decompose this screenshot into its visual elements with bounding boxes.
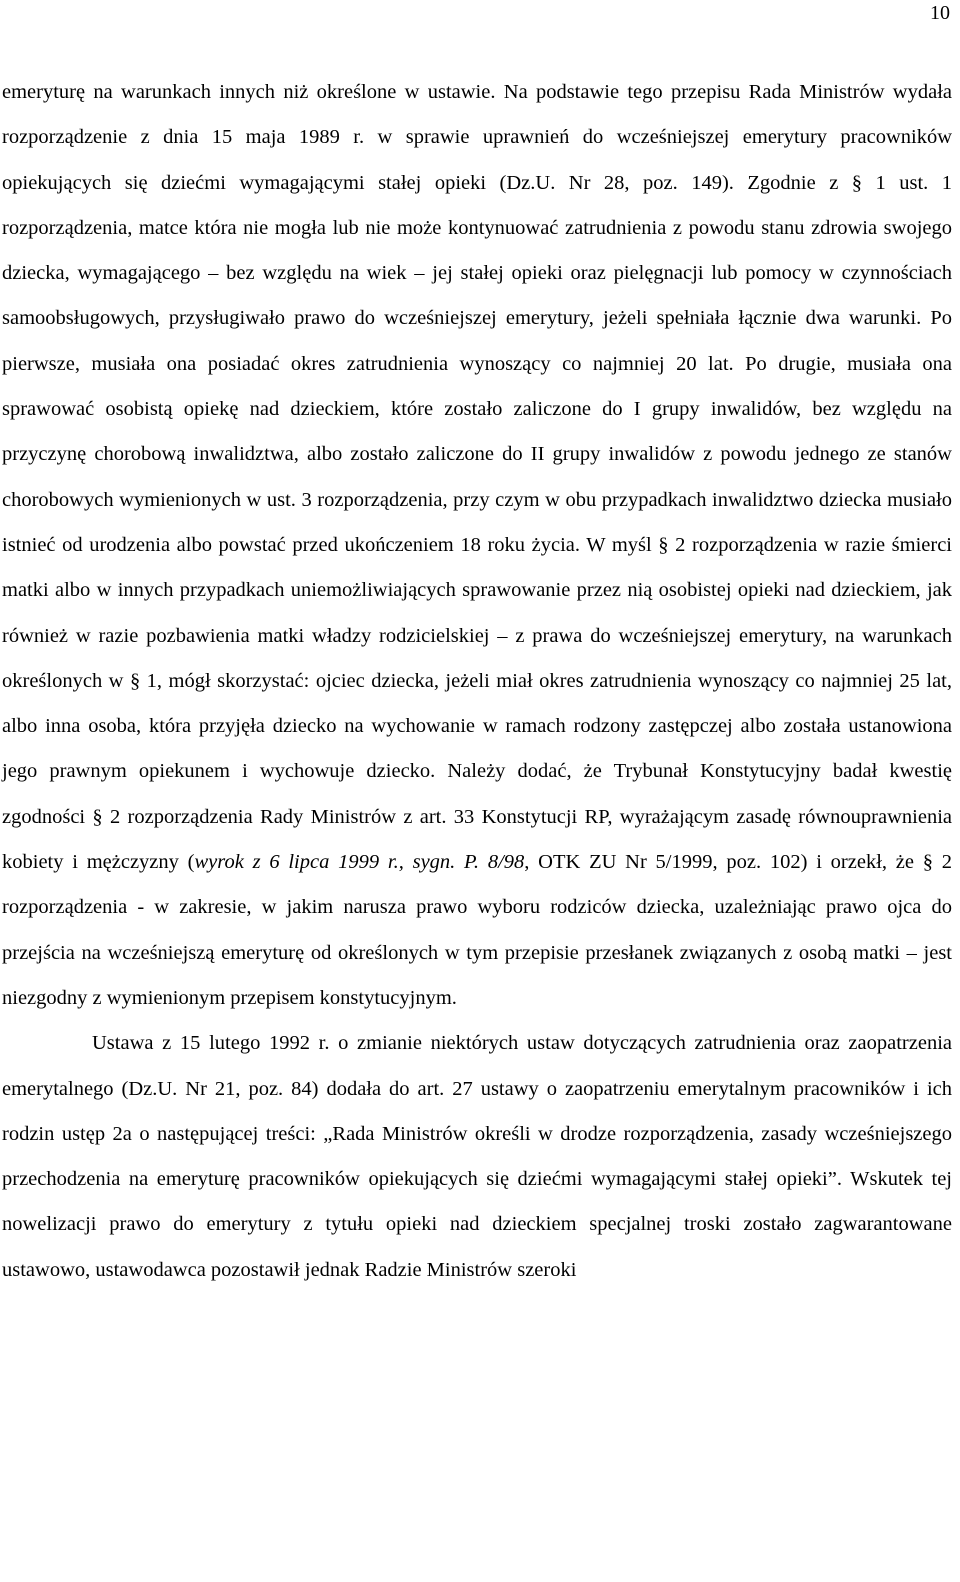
paragraph-1 (2, 70, 952, 1021)
court-ruling-citation: wyrok z 6 lipca 1999 r., sygn. P. 8/98 (194, 851, 525, 874)
page-number: 10 (930, 2, 950, 24)
body-text (2, 70, 952, 1293)
paragraph-2: Ustawa z 15 lutego 1992 r. o zmianie niektórych ustaw dotyczących zatrudnienia oraz zaopatrzenia emerytalnego (Dz.U. Nr 21, poz. 84) dodała do art. 27 ustawy o zaopatrzeniu emerytalnym pracowników i ich rodzin ustęp 2a o następującej treści: „Rada Ministrów określi w drodze rozporządzenia, zasady wcześniejszego przechodzenia na emeryturę pracowników opiekujących się dziećmi wymagającymi stałej opieki”. Wskutek tej nowelizacji prawo do emerytury z tytułu opieki nad dzieckiem specjalnej troski zostało zagwarantowane ustawowo, ustawodawca pozostawił jednak Radzie Ministrów szeroki (2, 1032, 952, 1281)
paragraph-1-text: emeryturę na warunkach innych niż określone w ustawie. Na podstawie tego przepisu Rada Ministrów wydała rozporządzenie z dnia 15 maja 1989 r. w sprawie uprawnień do wcześniejszej emerytury pracowników opiekujących się dziećmi wymagającymi stałej opieki (Dz.U. Nr 28, poz. 149). Zgodnie z § 1 ust. 1 rozporządzenia, matce która nie mogła lub nie może kontynuować zatrudnienia z powodu stanu zdrowia swojego dziecka, wymagającego – bez względu na wiek – jej stałej opieki oraz pielęgnacji lub pomocy w czynnościach samoobsługowych, przysługiwało prawo do wcześniejszej emerytury, jeżeli spełniała łącznie dwa warunki. Po pierwsze, musiała ona posiadać okres zatrudnienia wynoszący co najmniej 20 lat. Po drugie, musiała ona sprawować osobistą opiekę nad dzieckiem, które zostało zaliczone do I grupy inwalidów, bez względu na przyczynę chorobową inwalidztwa, albo zostało zaliczone do II grupy inwalidów z powodu jednego ze stanów chorobowych wymienionych w ust. 3 rozporządzenia, przy czym w obu przypadkach inwalidztwo dziecka musiało istnieć od urodzenia albo powstać przed ukończeniem 18 roku życia. W myśl § 2 rozporządzenia w razie śmierci matki albo w innych przypadkach uniemożliwiających sprawowanie przez nią osobistej opieki nad dzieckiem, jak również w razie pozbawienia matki władzy rodzicielskiej – z prawa do wcześniejszej emerytury, na warunkach określonych w § 1, mógł skorzystać: ojciec dziecka, jeżeli miał okres zatrudnienia wynoszący co najmniej 25 lat, albo inna osoba, która przyjęła dziecko na wychowanie w ramach rodzony zastępczej albo została ustanowiona jego prawnym opiekunem i wychowuje dziecko. Należy dodać, że Trybunał Konstytucyjny badał kwestię zgodności § 2 rozporządzenia Rady Ministrów z art. 33 Konstytucji RP, wyrażającym zasadę równouprawnienia kobiety i mężczyzny ( (2, 81, 952, 874)
paragraph-1-tail: , OTK ZU Nr 5/1999, poz. 102) i orzekł, że § 2 rozporządzenia - w zakresie, w jakim narusza prawo wyboru rodziców dziecka, uzależniając prawo ojca do przejścia na wcześniejszą emeryturę od określonych w tym przepisie przesłanek związanych z osobą matki – jest niezgodny z wymienionym przepisem konstytucyjnym. (2, 851, 953, 1009)
